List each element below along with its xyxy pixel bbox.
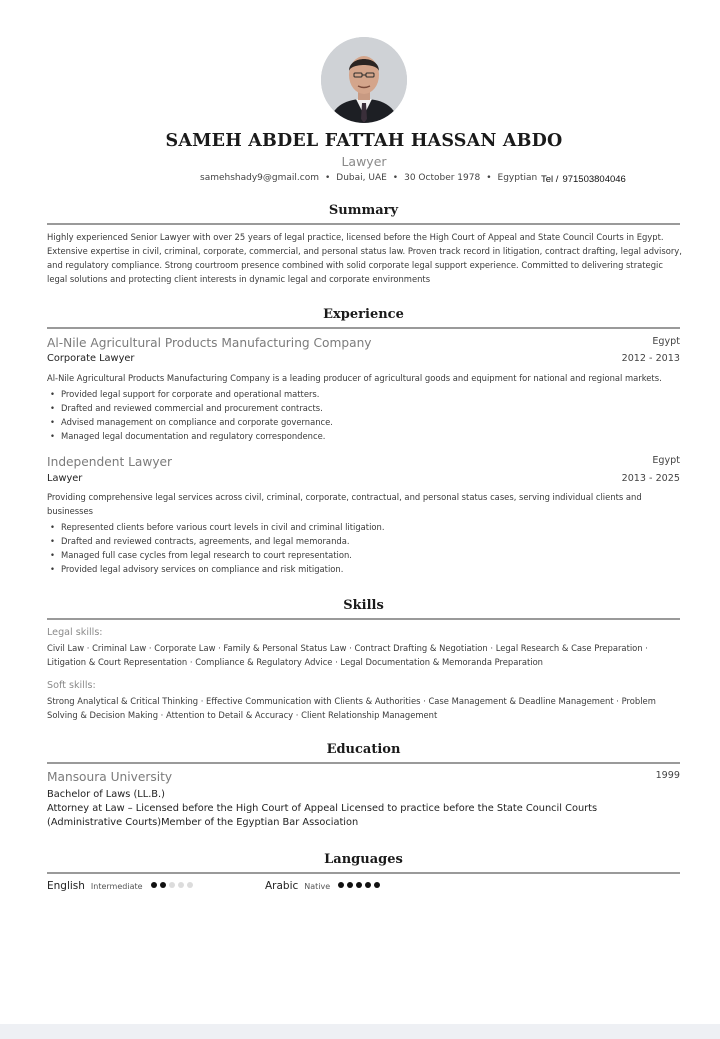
skills-heading: Skills (343, 598, 384, 613)
job-bullets (47, 387, 683, 443)
soft-skills-label: Soft skills: (47, 680, 96, 691)
separator-dot: • (324, 173, 331, 183)
contact-line (200, 173, 537, 183)
language-item (265, 879, 383, 892)
language-item (47, 879, 196, 892)
job-title: Lawyer (341, 154, 387, 169)
job-dates: 2012 - 2013 (621, 353, 680, 364)
job-role: Corporate Lawyer (47, 353, 135, 364)
rating-dot-filled (160, 882, 166, 888)
tel-label: Tel / (541, 174, 559, 185)
rating-dot-filled (151, 882, 157, 888)
list-item: • Represented clients before various court levels in civil and criminal litigation. (47, 520, 683, 534)
education-year: 1999 (655, 770, 680, 781)
list-item: • Provided legal support for corporate and operational matters. (47, 387, 683, 401)
rating-dot-filled (356, 882, 362, 888)
rating-dot-filled (347, 882, 353, 888)
rating-dot-filled (374, 882, 380, 888)
education-school: Mansoura University (47, 770, 173, 784)
rating-dot-filled (365, 882, 371, 888)
language-rating (151, 879, 196, 891)
job-location: Egypt (652, 336, 680, 347)
location-text: Dubai, UAE (336, 173, 387, 183)
section-divider (47, 762, 680, 764)
page-footer-strip (0, 1024, 720, 1039)
soft-skills-text: Strong Analytical & Critical Thinking · Effective Communication with Clients & Authorities · Case Management & Deadline Management · Problem Solving & Decision Making · Attention to Detail & Accuracy · Client Relationship Management (47, 696, 656, 720)
summary-text: Highly experienced Senior Lawyer with over 25 years of legal practice, licensed before the High Court of Appeal and State Council Courts in Egypt. Extensive expertise in civil, criminal, corporate, commercial, and personal status law. Proven track record in litigation, contract drafting, legal advisory, and regulatory compliance. Strong courtroom presence combined with solid corporate legal support experience. Committed to delivering strategic legal solutions and protecting client interests in dynamic legal and corporate environments (47, 232, 682, 284)
legal-skills-text: Civil Law · Criminal Law · Corporate Law · Family & Personal Status Law · Contract Drafting & Negotiation · Legal Research & Case Preparation · Litigation & Court Representation · Compliance & Regulatory Advice · Legal Documentation & Memoranda Preparation (47, 643, 648, 667)
rating-dot-empty (169, 882, 175, 888)
candidate-name: SAMEH ABDEL FATTAH HASSAN ABDO (165, 131, 563, 151)
section-divider (47, 223, 680, 225)
telephone (541, 174, 626, 185)
rating-dot-filled (338, 882, 344, 888)
rating-dot-empty (187, 882, 193, 888)
language-level: Intermediate (90, 882, 143, 891)
section-divider (47, 872, 680, 874)
rating-dot-empty (178, 882, 184, 888)
education-description: Attorney at Law – Licensed before the High Court of Appeal Licensed to practice before the State Council Courts (Administrative Courts)Member of the Egyptian Bar Association (47, 803, 598, 828)
job-company: Independent Lawyer (47, 455, 173, 469)
separator-dot: • (486, 173, 492, 183)
profile-photo (321, 37, 407, 123)
person-portrait-icon (321, 37, 407, 123)
job-description: Al-Nile Agricultural Products Manufacturing Company is a leading producer of agricultural goods and equipment for national and regional markets. (47, 373, 662, 383)
language-rating (338, 879, 383, 891)
nationality-text: Egyptian (497, 173, 538, 183)
education-degree: Bachelor of Laws (LL.B.) (47, 789, 165, 800)
languages-heading: Languages (324, 852, 403, 867)
experience-heading: Experience (323, 307, 404, 322)
separator-dot: • (392, 173, 399, 183)
job-dates: 2013 - 2025 (621, 473, 680, 484)
section-divider (47, 618, 680, 620)
email-text[interactable]: samehshady9@gmail.com (200, 173, 319, 183)
language-name: English (47, 880, 85, 892)
job-bullets (47, 520, 683, 576)
list-item: • Advised management on compliance and corporate governance. (47, 415, 683, 429)
education-heading: Education (326, 742, 401, 757)
list-item: • Managed legal documentation and regulatory correspondence. (47, 429, 683, 443)
section-divider (47, 327, 680, 329)
job-location: Egypt (652, 455, 680, 466)
summary-heading: Summary (328, 203, 399, 218)
legal-skills-label: Legal skills: (47, 627, 103, 638)
birthdate-text: 30 October 1978 (404, 173, 481, 183)
language-level: Native (304, 882, 331, 891)
tel-number[interactable]: 971503804046 (562, 174, 626, 185)
job-role: Lawyer (47, 473, 83, 484)
list-item: • Drafted and reviewed commercial and procurement contracts. (47, 401, 683, 415)
language-name: Arabic (265, 880, 299, 892)
list-item: • Drafted and reviewed contracts, agreements, and legal memoranda. (47, 534, 683, 548)
list-item: • Provided legal advisory services on compliance and risk mitigation. (47, 562, 683, 576)
job-company: Al-Nile Agricultural Products Manufacturing Company (47, 336, 372, 350)
job-description: Providing comprehensive legal services across civil, criminal, corporate, contractual, and personal status cases, serving individual clients and businesses (47, 492, 642, 516)
list-item: • Managed full case cycles from legal research to court representation. (47, 548, 683, 562)
